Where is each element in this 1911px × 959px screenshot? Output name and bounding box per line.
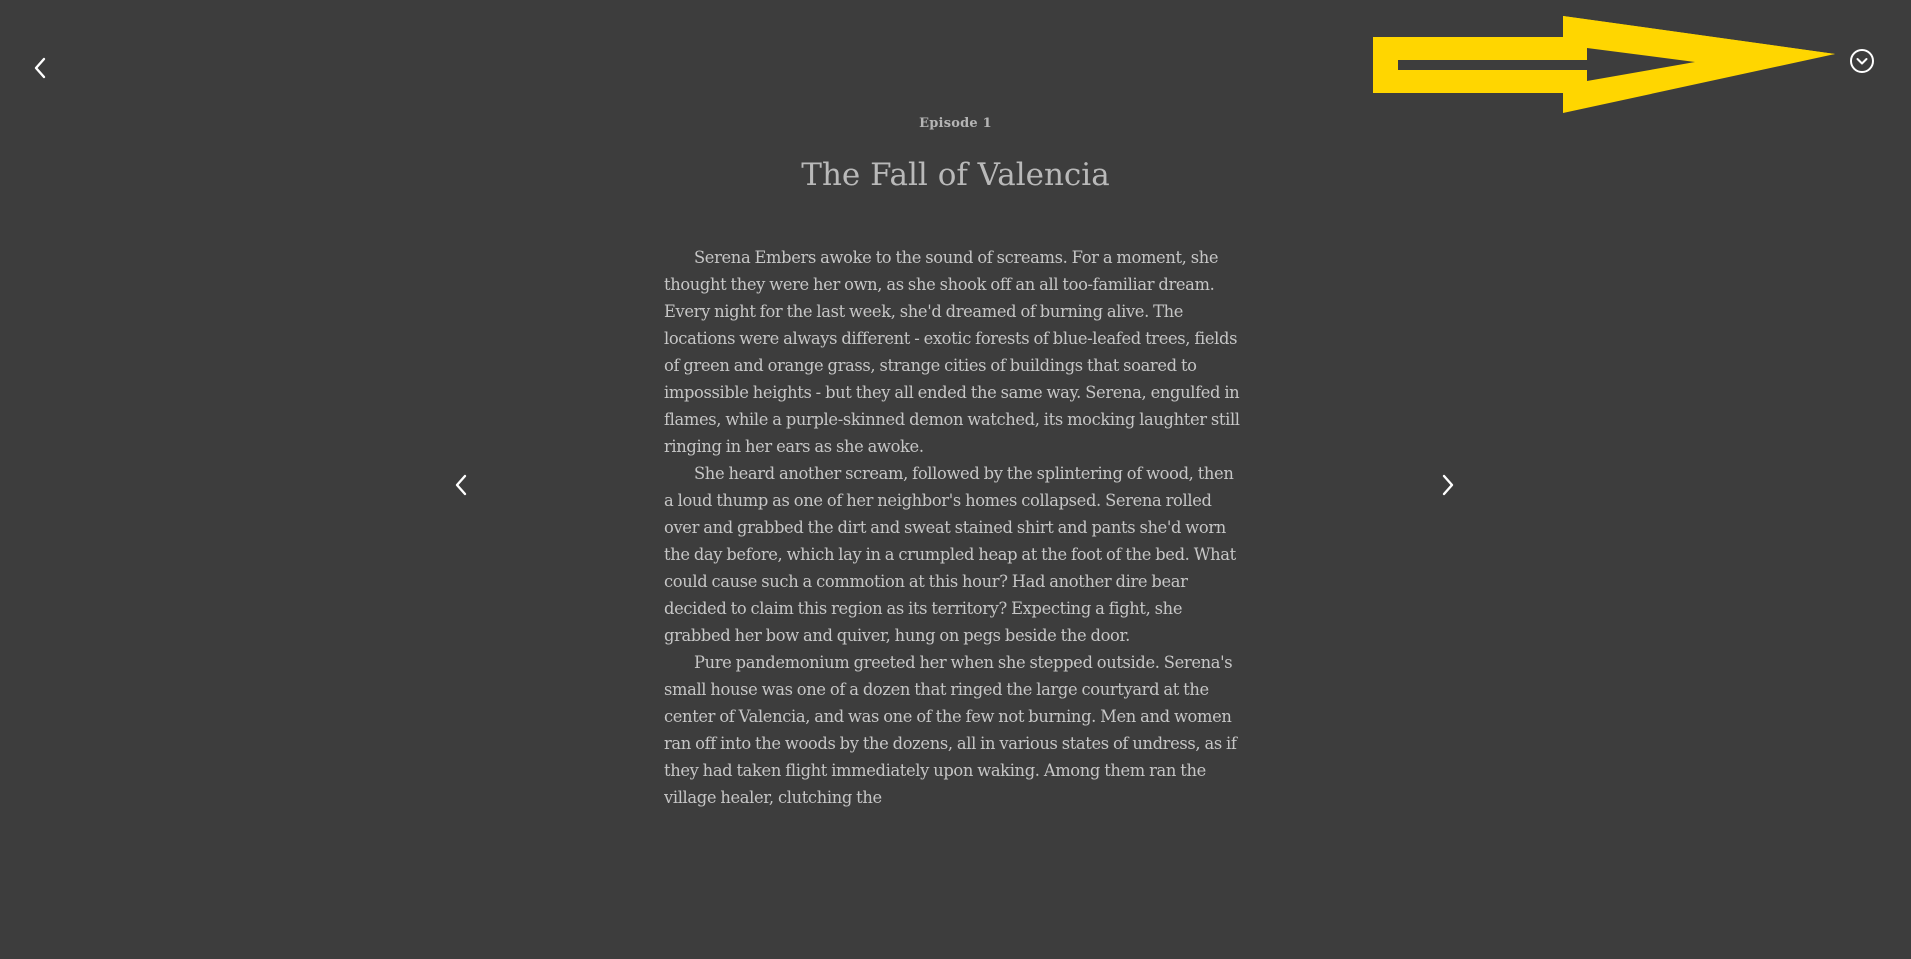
chapter-title: The Fall of Valencia	[801, 157, 1110, 193]
chevron-left-icon	[32, 56, 48, 80]
story-body	[664, 244, 1246, 866]
chevron-right-icon	[1440, 473, 1456, 497]
previous-page-button[interactable]	[441, 467, 481, 503]
episode-label: Episode 1	[919, 116, 992, 131]
story-paragraph: She heard another scream, followed by the splintering of wood, then a loud thump as one of her neighbor's homes collapsed. Serena rolled over and grabbed the dirt and sweat stained shirt and pants she'd worn the day before, which lay in a crumpled heap at the foot of the bed. What could cause such a commotion at this hour? Had another dire bear decided to claim this region as its territory? Expecting a fight, she grabbed her bow and quiver, hung on pegs beside the door.	[664, 464, 1236, 645]
chevron-left-icon	[453, 473, 469, 497]
next-page-button[interactable]	[1428, 467, 1468, 503]
menu-button[interactable]	[1846, 45, 1878, 77]
story-paragraph: Pure pandemonium greeted her when she stepped outside. Serena's small house was one of a dozen that ringed the large courtyard at the center of Valencia, and was one of the few not burning. Men and women ran off into the woods by the dozens, all in various states of undress, as if they had taken flight immediately upon waking. Among them ran the village healer, clutching the	[664, 653, 1237, 807]
story-paragraph: Serena Embers awoke to the sound of screams. For a moment, she thought they were her own, as she shook off an all too-familiar dream. Every night for the last week, she'd dreamed of burning alive. The locations were always different - exotic forests of blue-leafed trees, fields of green and orange grass, strange cities of buildings that soared to impossible heights - but they all ended the same way. Serena, engulfed in flames, while a purple-skinned demon watched, its mocking laughter still ringing in her ears as she awoke.	[664, 248, 1240, 456]
annotation-arrow-icon	[1373, 16, 1835, 116]
chevron-down-circle-icon	[1848, 47, 1876, 75]
back-button[interactable]	[22, 50, 58, 86]
